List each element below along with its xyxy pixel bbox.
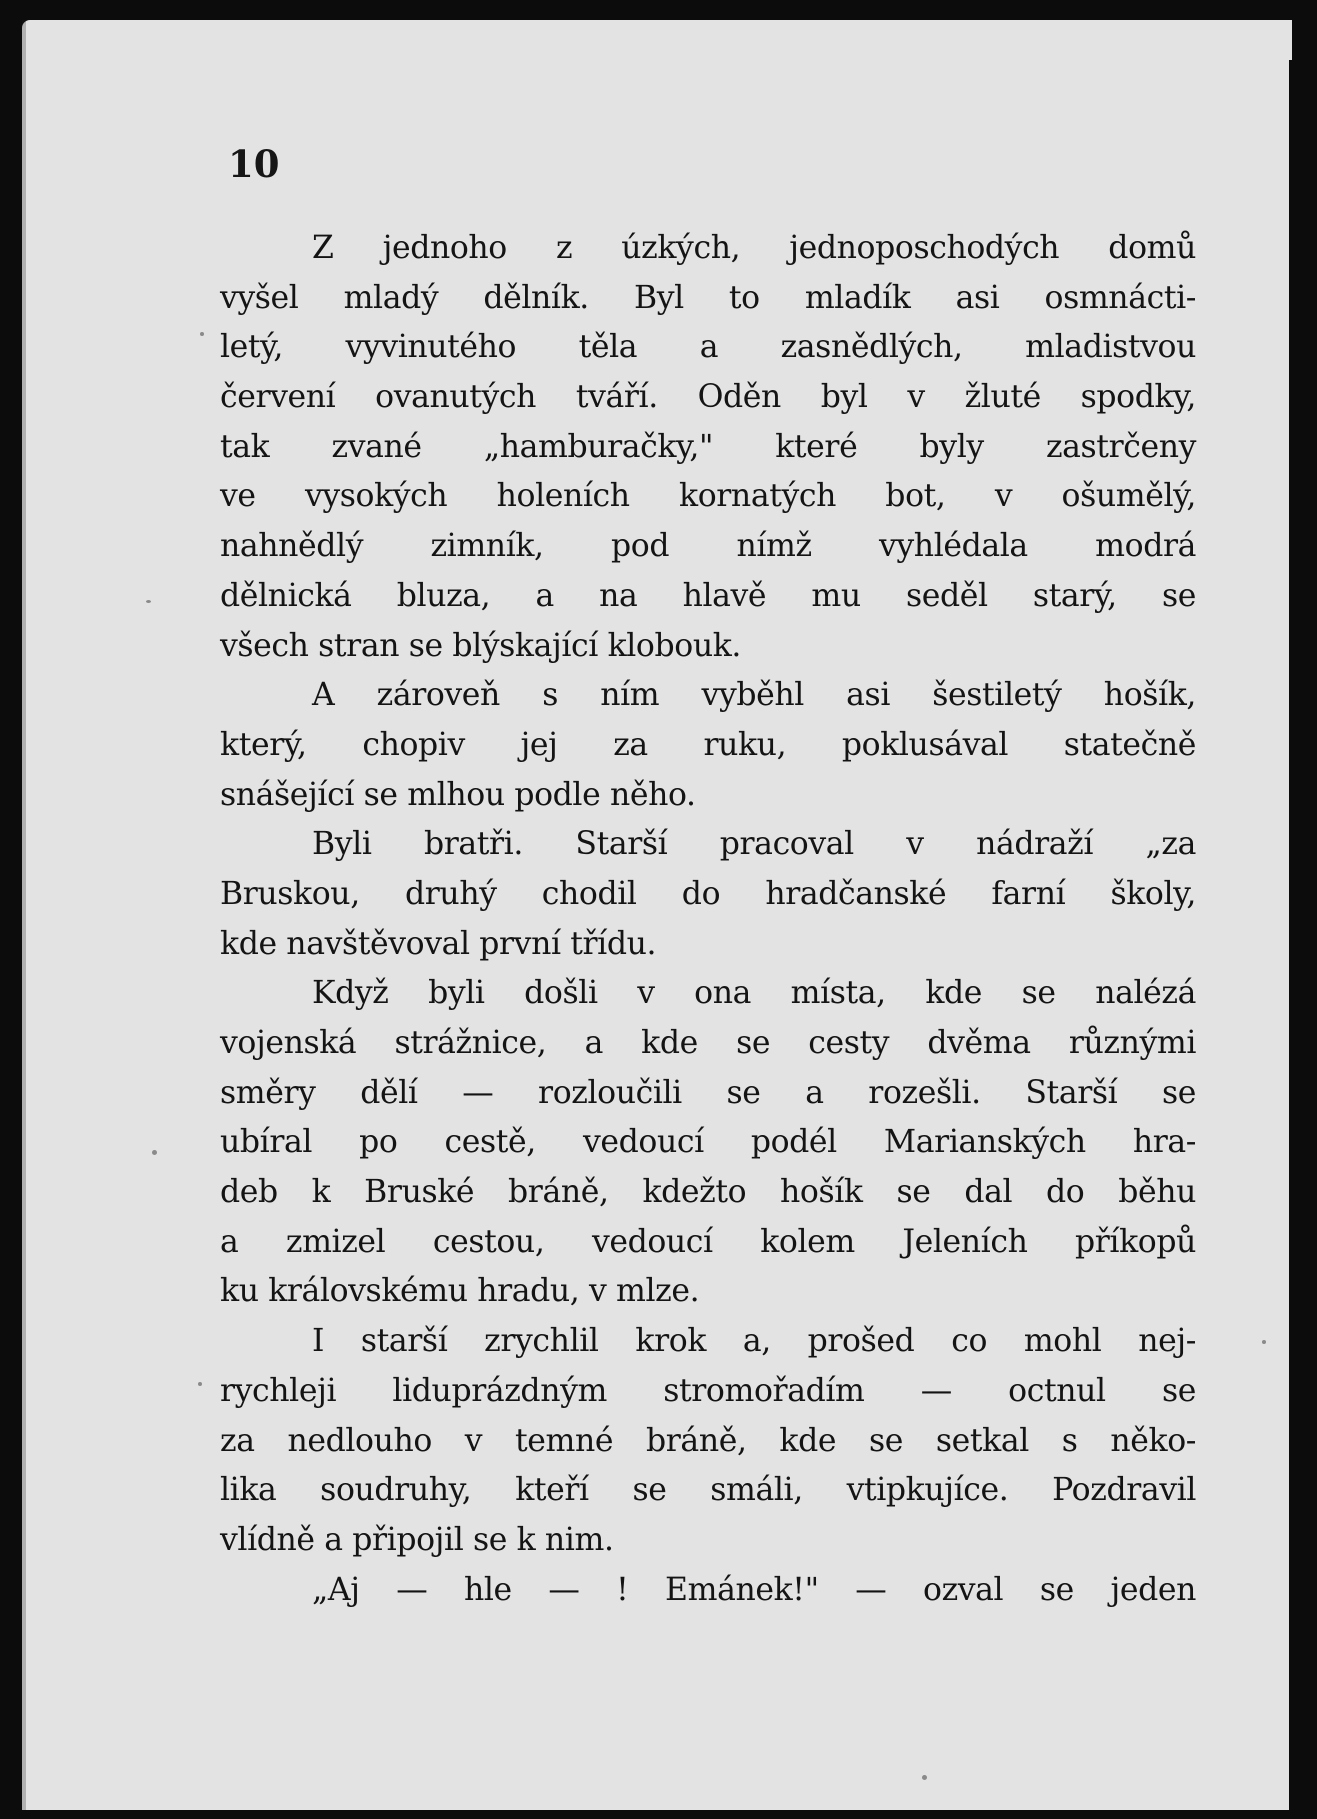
text-line: vlídně a připojil se k nim. xyxy=(220,1521,614,1558)
body-text xyxy=(220,224,1196,1615)
paragraph xyxy=(220,1566,1196,1616)
paragraph xyxy=(220,820,1196,969)
text-line: kde navštěvoval první třídu. xyxy=(220,925,657,962)
paragraph xyxy=(220,1317,1196,1565)
text-line: deb k Bruské bráně, kdežto hošík se dal do běhu xyxy=(220,1174,1196,1211)
text-line: Z jednoho z úzkých, jednoposchodých domů xyxy=(312,230,1196,266)
text-line: I starší zrychlil krok a, prošed co mohl nej- xyxy=(312,1323,1196,1360)
text-line: tak zvané „hamburačky," které byly zastrčeny xyxy=(220,428,1196,465)
text-line: Byli bratři. Starší pracoval v nádraží „za xyxy=(312,826,1196,863)
text-line: vojenská strážnice, a kde se cesty dvěma různými xyxy=(220,1025,1196,1061)
paper-speck xyxy=(198,1382,202,1386)
text-line: červení ovanutých tváří. Oděn byl v žluté spodky, xyxy=(220,379,1196,416)
text-line: ve vysokých holeních kornatých bot, v ošumělý, xyxy=(220,478,1196,515)
text-line: ku královskému hradu, v mlze. xyxy=(220,1273,700,1310)
text-line: dělnická bluza, a na hlavě mu seděl starý, se xyxy=(220,577,1196,614)
text-line: všech stran se blýskající klobouk. xyxy=(220,627,742,664)
paragraph xyxy=(220,224,1196,671)
page-number: 10 xyxy=(228,142,280,186)
text-line: ubíral po cestě, vedoucí podél Marianských hra- xyxy=(220,1124,1196,1161)
paragraph xyxy=(220,671,1196,820)
paper-speck xyxy=(152,1150,157,1155)
paragraph xyxy=(220,969,1196,1317)
text-line: nahnědlý zimník, pod nímž vyhlédala modrá xyxy=(220,528,1196,565)
text-line: který, chopiv jej za ruku, poklusával statečně xyxy=(220,726,1196,763)
text-line: za nedlouho v temné bráně, kde se setkal s něko- xyxy=(220,1422,1196,1459)
paper-speck xyxy=(200,332,204,336)
page-right-edge xyxy=(1289,60,1292,1810)
text-line: rychleji liduprázdným stromořadím — octnul se xyxy=(220,1372,1196,1409)
text-line: „Aj — hle — ! Emánek!" — ozval se jeden xyxy=(312,1571,1196,1608)
page-left-edge xyxy=(22,20,26,1810)
text-line: směry dělí — rozloučili se a rozešli. Starší se xyxy=(220,1074,1196,1111)
paper-speck xyxy=(146,600,151,603)
text-line: A zároveň s ním vyběhl asi šestiletý hošík, xyxy=(312,677,1196,714)
text-line: lika soudruhy, kteří se smáli, vtipkujíce. Pozdravil xyxy=(220,1472,1196,1509)
text-line: letý, vyvinutého těla a zasnědlých, mladistvou xyxy=(220,329,1196,366)
text-line: Když byli došli v ona místa, kde se nalézá xyxy=(312,975,1196,1012)
paper-speck xyxy=(1262,1340,1266,1344)
text-line: Bruskou, druhý chodil do hradčanské farní školy, xyxy=(220,875,1196,912)
text-line: snášející se mlhou podle něho. xyxy=(220,776,696,813)
text-line: a zmizel cestou, vedoucí kolem Jeleních příkopů xyxy=(220,1223,1196,1260)
text-line: vyšel mladý dělník. Byl to mladík asi osmnácti- xyxy=(220,279,1196,316)
paper-speck xyxy=(922,1775,927,1780)
